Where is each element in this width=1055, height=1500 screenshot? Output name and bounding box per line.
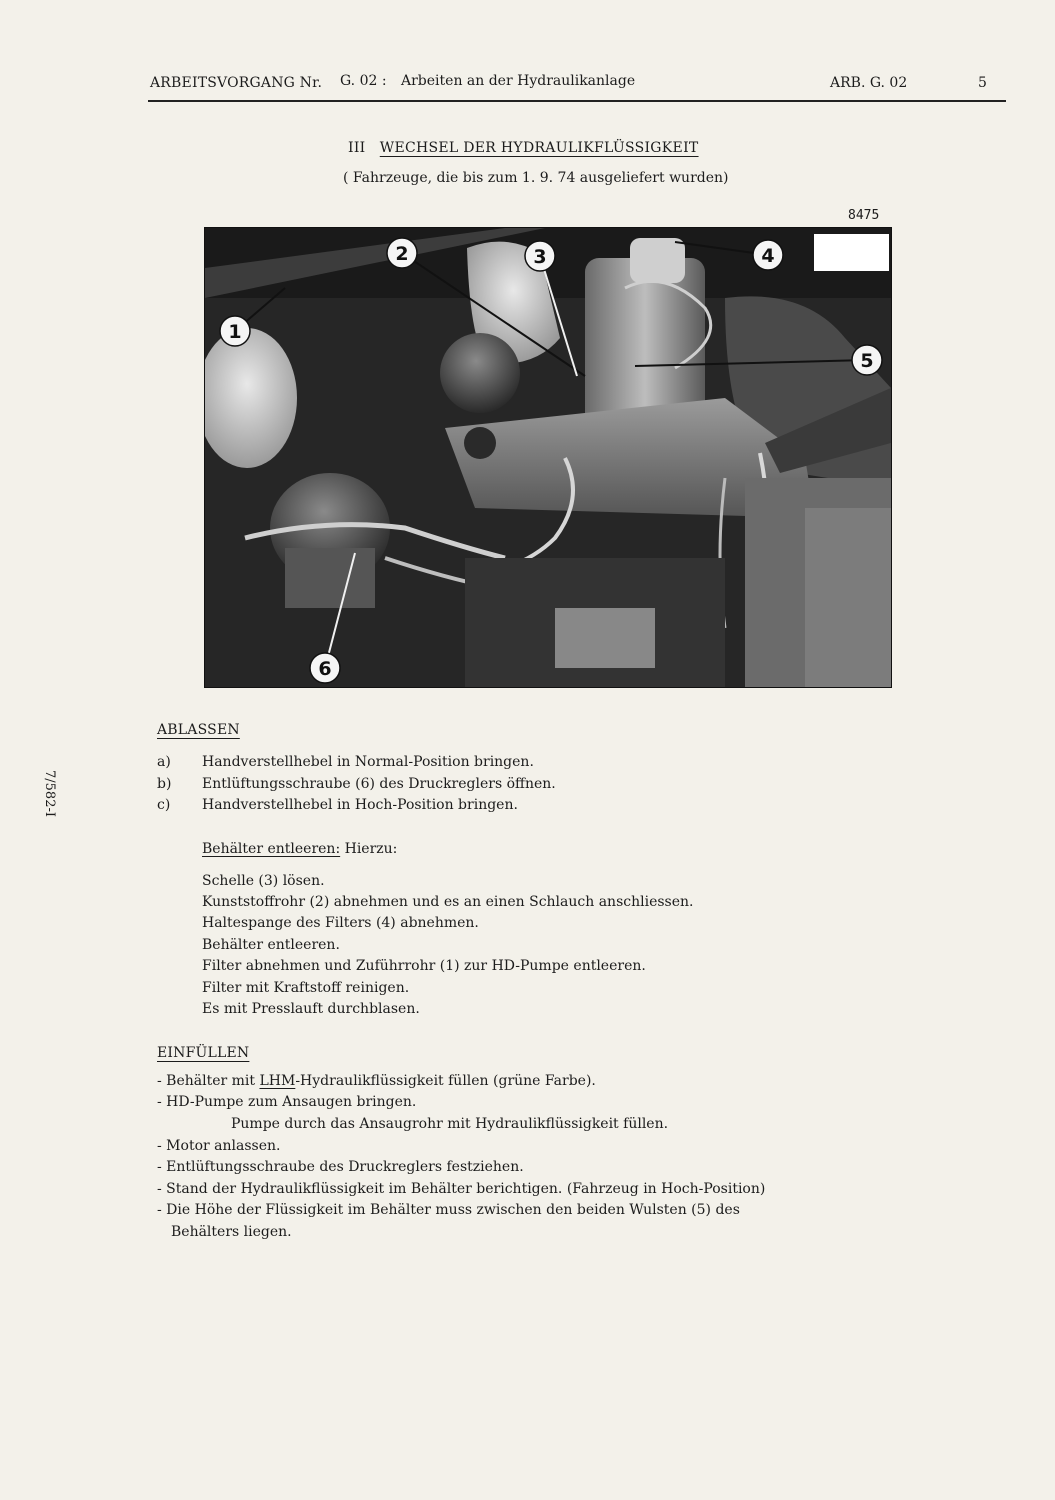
fill-step: - Motor anlassen. bbox=[157, 1138, 281, 1154]
section-number: III bbox=[348, 140, 366, 156]
fill-step-prefix: - Behälter mit bbox=[157, 1073, 260, 1089]
fill-step-lhm: LHM bbox=[259, 1073, 296, 1089]
fill-step: - Stand der Hydraulikflüssigkeit im Behälter berichtigen. (Fahrzeug in Hoch-Position) bbox=[157, 1181, 766, 1197]
sub-step: Es mit Presslauft durchblasen. bbox=[202, 1001, 420, 1017]
step-marker: b) bbox=[157, 776, 172, 792]
callout-1-label: 1 bbox=[228, 321, 242, 343]
fill-step bbox=[157, 1073, 596, 1089]
callout-6 bbox=[310, 653, 340, 683]
header-code: G. 02 : bbox=[340, 73, 387, 89]
heading-einfuellen: EINFÜLLEN bbox=[157, 1045, 250, 1061]
sub-step: Filter abnehmen und Zuführrohr (1) zur HD-Pumpe entleeren. bbox=[202, 958, 646, 974]
fill-step: - Entlüftungsschraube des Druckreglers festziehen. bbox=[157, 1159, 524, 1175]
fill-step-indent: Pumpe durch das Ansaugrohr mit Hydraulikflüssigkeit füllen. bbox=[231, 1116, 669, 1132]
section-title bbox=[348, 140, 699, 156]
callout-4-label: 4 bbox=[761, 245, 775, 267]
sub-step: Kunststoffrohr (2) abnehmen und es an einen Schlauch anschliessen. bbox=[202, 894, 694, 910]
callout-1 bbox=[220, 316, 250, 346]
header-ref: ARB. G. 02 bbox=[830, 75, 908, 91]
section-subtitle: ( Fahrzeuge, die bis zum 1. 9. 74 ausgeliefert wurden) bbox=[343, 170, 729, 186]
fill-step-cont: Behälters liegen. bbox=[171, 1224, 292, 1240]
sub-step: Behälter entleeren. bbox=[202, 937, 340, 953]
header-title: Arbeiten an der Hydraulikanlage bbox=[401, 73, 636, 89]
step-text: Handverstellhebel in Hoch-Position bringen. bbox=[202, 797, 518, 813]
callout-6-label: 6 bbox=[318, 658, 332, 680]
step-marker: c) bbox=[157, 797, 171, 813]
callout-4 bbox=[753, 240, 783, 270]
sub-step: Haltespange des Filters (4) abnehmen. bbox=[202, 915, 479, 931]
sub-heading-behaelter bbox=[202, 841, 397, 857]
fill-step-suffix: -Hydraulikflüssigkeit füllen (grüne Farbe). bbox=[295, 1073, 596, 1089]
callout-2-label: 2 bbox=[395, 243, 409, 265]
section-title-text: WECHSEL DER HYDRAULIKFLÜSSIGKEIT bbox=[379, 140, 699, 156]
side-code bbox=[42, 770, 77, 830]
callout-5 bbox=[852, 345, 882, 375]
callout-3 bbox=[525, 241, 555, 271]
header-label: ARBEITSVORGANG Nr. bbox=[150, 75, 323, 91]
callout-5-label: 5 bbox=[860, 350, 874, 372]
page-number: 5 bbox=[978, 75, 987, 91]
step-text: Handverstellhebel in Normal-Position bringen. bbox=[202, 754, 534, 770]
sub-heading-suffix: Hierzu: bbox=[340, 841, 398, 857]
engine-photo bbox=[204, 227, 892, 688]
sub-step: Schelle (3) lösen. bbox=[202, 873, 325, 889]
heading-ablassen: ABLASSEN bbox=[157, 722, 240, 738]
callout-2 bbox=[387, 238, 417, 268]
engine-photo-illustration bbox=[205, 228, 891, 687]
step-text: Entlüftungsschraube (6) des Druckreglers öffnen. bbox=[202, 776, 556, 792]
callout-3-label: 3 bbox=[533, 246, 547, 268]
fill-step: - HD-Pumpe zum Ansaugen bringen. bbox=[157, 1094, 417, 1110]
figure-number: 8475 bbox=[848, 208, 880, 223]
sub-step: Filter mit Kraftstoff reinigen. bbox=[202, 980, 410, 996]
step-marker: a) bbox=[157, 754, 171, 770]
sub-heading-text: Behälter entleeren: bbox=[202, 841, 341, 857]
header-rule bbox=[148, 100, 1006, 102]
side-code-text: 7/582-I bbox=[42, 770, 57, 817]
page-header bbox=[150, 72, 1005, 96]
fill-step: - Die Höhe der Flüssigkeit im Behälter muss zwischen den beiden Wulsten (5) des bbox=[157, 1202, 740, 1218]
